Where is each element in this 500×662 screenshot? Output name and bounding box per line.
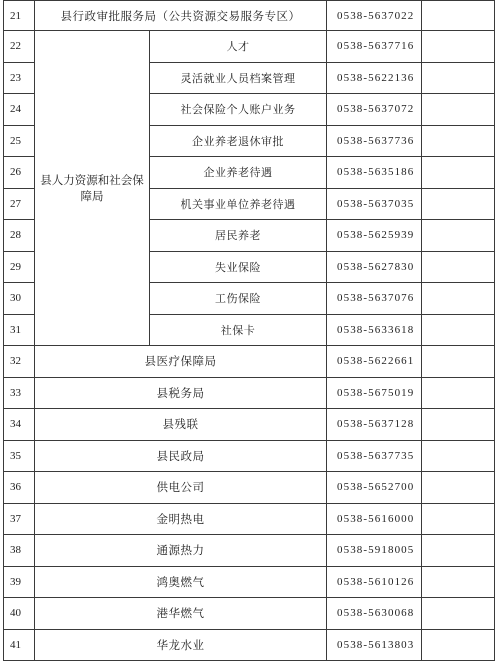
phone-number: 0538-5613803 bbox=[327, 629, 422, 661]
table-row bbox=[4, 377, 495, 409]
service-directory-table bbox=[3, 0, 495, 661]
row-number: 28 bbox=[4, 220, 35, 252]
blank-cell bbox=[422, 503, 495, 535]
table-row bbox=[4, 566, 495, 598]
phone-number: 0538-5637128 bbox=[327, 409, 422, 441]
table-row bbox=[4, 472, 495, 504]
row-number: 31 bbox=[4, 314, 35, 346]
row-number: 41 bbox=[4, 629, 35, 661]
blank-cell bbox=[422, 251, 495, 283]
blank-cell bbox=[422, 629, 495, 661]
blank-cell bbox=[422, 409, 495, 441]
row-number: 30 bbox=[4, 283, 35, 315]
row-number: 24 bbox=[4, 94, 35, 126]
department-name-merged: 县人力资源和社会保障局 bbox=[35, 31, 150, 346]
row-number: 25 bbox=[4, 125, 35, 157]
row-number: 37 bbox=[4, 503, 35, 535]
service-item: 工伤保险 bbox=[150, 283, 327, 315]
service-item: 人才 bbox=[150, 31, 327, 63]
blank-cell bbox=[422, 314, 495, 346]
department-name: 县残联 bbox=[35, 409, 327, 441]
blank-cell bbox=[422, 31, 495, 63]
department-name: 港华燃气 bbox=[35, 598, 327, 630]
phone-number: 0538-5630068 bbox=[327, 598, 422, 630]
service-item: 失业保险 bbox=[150, 251, 327, 283]
blank-cell bbox=[422, 220, 495, 252]
row-number: 27 bbox=[4, 188, 35, 220]
blank-cell bbox=[422, 94, 495, 126]
phone-number: 0538-5675019 bbox=[327, 377, 422, 409]
phone-number: 0538-5616000 bbox=[327, 503, 422, 535]
phone-number: 0538-5637072 bbox=[327, 94, 422, 126]
row-number: 22 bbox=[4, 31, 35, 63]
blank-cell bbox=[422, 440, 495, 472]
blank-cell bbox=[422, 125, 495, 157]
row-number: 21 bbox=[4, 1, 35, 31]
blank-cell bbox=[422, 566, 495, 598]
row-number: 35 bbox=[4, 440, 35, 472]
row-number: 38 bbox=[4, 535, 35, 567]
service-item: 社保卡 bbox=[150, 314, 327, 346]
phone-number: 0538-5622136 bbox=[327, 62, 422, 94]
department-name: 金明热电 bbox=[35, 503, 327, 535]
blank-cell bbox=[422, 472, 495, 504]
phone-number: 0538-5918005 bbox=[327, 535, 422, 567]
row-number: 34 bbox=[4, 409, 35, 441]
blank-cell bbox=[422, 598, 495, 630]
service-item: 企业养老退休审批 bbox=[150, 125, 327, 157]
department-name: 县民政局 bbox=[35, 440, 327, 472]
blank-cell bbox=[422, 157, 495, 189]
blank-cell bbox=[422, 535, 495, 567]
phone-number: 0538-5625939 bbox=[327, 220, 422, 252]
row-number: 32 bbox=[4, 346, 35, 378]
phone-number: 0538-5637035 bbox=[327, 188, 422, 220]
phone-number: 0538-5622661 bbox=[327, 346, 422, 378]
phone-number: 0538-5637076 bbox=[327, 283, 422, 315]
department-name: 通源热力 bbox=[35, 535, 327, 567]
table-row bbox=[4, 598, 495, 630]
phone-number: 0538-5633618 bbox=[327, 314, 422, 346]
phone-number: 0538-5627830 bbox=[327, 251, 422, 283]
service-item: 社会保险个人账户业务 bbox=[150, 94, 327, 126]
department-name: 县税务局 bbox=[35, 377, 327, 409]
department-name: 县医疗保障局 bbox=[35, 346, 327, 378]
row-number: 40 bbox=[4, 598, 35, 630]
phone-number: 0538-5637716 bbox=[327, 31, 422, 63]
service-item: 企业养老待遇 bbox=[150, 157, 327, 189]
blank-cell bbox=[422, 346, 495, 378]
blank-cell bbox=[422, 283, 495, 315]
table-row bbox=[4, 535, 495, 567]
table-row bbox=[4, 346, 495, 378]
phone-number: 0538-5637735 bbox=[327, 440, 422, 472]
row-number: 33 bbox=[4, 377, 35, 409]
blank-cell bbox=[422, 188, 495, 220]
row-number: 36 bbox=[4, 472, 35, 504]
service-item: 灵活就业人员档案管理 bbox=[150, 62, 327, 94]
table-row bbox=[4, 31, 495, 63]
row-number: 39 bbox=[4, 566, 35, 598]
table-row bbox=[4, 629, 495, 661]
table-row bbox=[4, 503, 495, 535]
row-number: 29 bbox=[4, 251, 35, 283]
phone-number: 0538-5637022 bbox=[327, 1, 422, 31]
department-name: 供电公司 bbox=[35, 472, 327, 504]
blank-cell bbox=[422, 62, 495, 94]
department-name: 华龙水业 bbox=[35, 629, 327, 661]
department-name: 鸿奥燃气 bbox=[35, 566, 327, 598]
service-item: 居民养老 bbox=[150, 220, 327, 252]
phone-number: 0538-5610126 bbox=[327, 566, 422, 598]
table-row bbox=[4, 1, 495, 31]
blank-cell bbox=[422, 1, 495, 31]
row-number: 26 bbox=[4, 157, 35, 189]
phone-number: 0538-5637736 bbox=[327, 125, 422, 157]
phone-number: 0538-5635186 bbox=[327, 157, 422, 189]
service-item: 机关事业单位养老待遇 bbox=[150, 188, 327, 220]
row-number: 23 bbox=[4, 62, 35, 94]
department-name: 县行政审批服务局（公共资源交易服务专区） bbox=[35, 1, 327, 31]
blank-cell bbox=[422, 377, 495, 409]
table-row bbox=[4, 440, 495, 472]
table-row bbox=[4, 409, 495, 441]
phone-number: 0538-5652700 bbox=[327, 472, 422, 504]
